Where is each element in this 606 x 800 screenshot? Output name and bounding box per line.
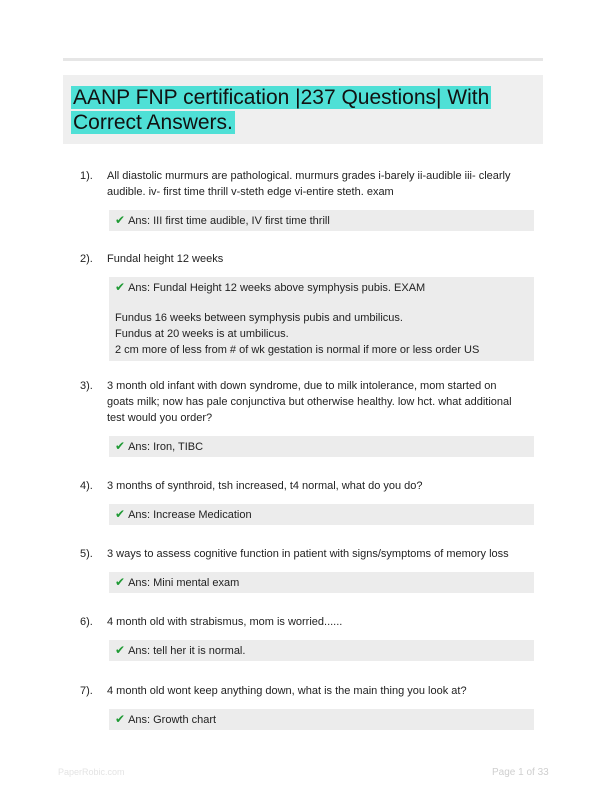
question-number: 4). [80, 480, 93, 492]
answer-box [109, 709, 534, 730]
answer-box [109, 572, 534, 593]
answer-text: Ans: Growth chart [128, 714, 217, 726]
check-icon: ✔ [115, 213, 126, 227]
question-number: 2). [80, 253, 93, 265]
question-text: 3 month old infant with down syndrome, due to milk intolerance, mom started on goats milk; now has pale conjunctiva but otherwise healthy. low hct. what additional test would you order? [107, 380, 512, 424]
top-divider [63, 58, 543, 61]
answer-detail-line: 2 cm more of less from # of wk gestation is normal if more or less order US [115, 344, 480, 356]
answer-detail-line: Fundus 16 weeks between symphysis pubis and umbilicus. [115, 312, 403, 324]
answer-text: Ans: tell her it is normal. [128, 645, 246, 657]
check-icon: ✔ [115, 507, 126, 521]
check-icon: ✔ [115, 575, 126, 589]
check-icon: ✔ [115, 439, 126, 453]
answer-box [109, 210, 534, 231]
question-text: 3 months of synthroid, tsh increased, t4 normal, what do you do? [107, 480, 423, 492]
page-indicator: Page 1 of 33 [492, 767, 549, 778]
check-icon: ✔ [115, 712, 126, 726]
question-text: 3 ways to assess cognitive function in patient with signs/symptoms of memory loss [107, 548, 509, 560]
question-text: All diastolic murmurs are pathological. murmurs grades i-barely ii-audible iii- clearly audible. iv- first time thrill v-steth edge vi-entire steth. exam [107, 170, 511, 198]
answer-box [109, 436, 534, 457]
page-title: AANP FNP certification |237 Questions| With Correct Answers. [73, 86, 490, 134]
check-icon: ✔ [115, 280, 126, 294]
answer-details [115, 310, 528, 358]
answer-box [109, 640, 534, 661]
question-number: 6). [80, 616, 93, 628]
question-text: Fundal height 12 weeks [107, 253, 224, 265]
question-number: 1). [80, 170, 93, 182]
answer-text: Ans: Fundal Height 12 weeks above symphysis pubis. EXAM [128, 282, 426, 294]
question-text: 4 month old with strabismus, mom is worried...... [107, 616, 343, 628]
answer-text: Ans: Iron, TIBC [128, 441, 204, 453]
question-number: 5). [80, 548, 93, 560]
answer-text: Ans: Mini mental exam [128, 577, 240, 589]
check-icon: ✔ [115, 643, 126, 657]
answer-box [109, 277, 534, 361]
question-number: 3). [80, 380, 93, 392]
answer-box [109, 504, 534, 525]
watermark-text: PaperRobic.com [58, 767, 125, 777]
question-text: 4 month old wont keep anything down, what is the main thing you look at? [107, 685, 467, 697]
question-number: 7). [80, 685, 93, 697]
answer-detail-line: Fundus at 20 weeks is at umbilicus. [115, 328, 289, 340]
title-box [63, 75, 543, 144]
answer-text: Ans: Increase Medication [128, 509, 252, 521]
answer-text: Ans: III first time audible, IV first time thrill [128, 215, 330, 227]
